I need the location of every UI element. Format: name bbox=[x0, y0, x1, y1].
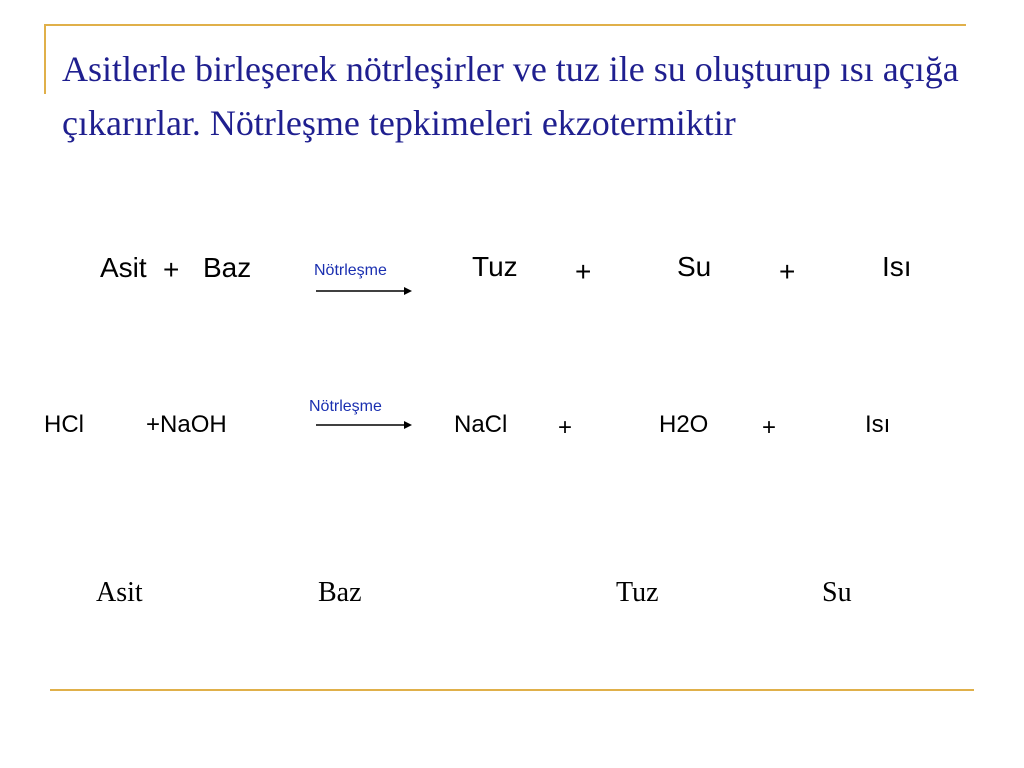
frame-top-line bbox=[44, 24, 966, 26]
example-acid: HCl bbox=[44, 411, 84, 438]
general-plus-1: + bbox=[163, 254, 180, 285]
legend-water: Su bbox=[822, 577, 852, 608]
general-acid: Asit bbox=[100, 252, 147, 283]
slide-title: Asitlerle birleşerek nötrleşirler ve tuz ile su oluşturup ısı açığa çıkarırlar. Nötrleşme tepkimeleri ekzotermiktir bbox=[62, 49, 959, 143]
example-heat: Isı bbox=[865, 411, 891, 438]
legend-base: Baz bbox=[318, 577, 362, 608]
footer-divider-line bbox=[50, 689, 974, 691]
general-salt: Tuz bbox=[472, 251, 518, 282]
general-arrow-label: Nötrleşme bbox=[314, 262, 387, 279]
example-reaction-arrow-icon bbox=[316, 419, 412, 431]
example-arrow-label: Nötrleşme bbox=[309, 398, 382, 415]
frame-left-line bbox=[44, 24, 46, 94]
example-water: H2O bbox=[659, 411, 709, 438]
general-heat: Isı bbox=[882, 251, 912, 282]
example-salt: NaCl bbox=[454, 411, 508, 438]
example-plus-3: + bbox=[762, 414, 777, 441]
general-reaction-arrow-icon bbox=[316, 285, 412, 297]
general-water: Su bbox=[677, 251, 712, 282]
legend-salt: Tuz bbox=[616, 577, 659, 608]
example-base: +NaOH bbox=[146, 411, 227, 438]
general-plus-2: + bbox=[575, 256, 592, 287]
example-plus-2: + bbox=[558, 414, 573, 441]
legend-acid: Asit bbox=[96, 577, 143, 608]
general-plus-3: + bbox=[779, 256, 796, 287]
general-base: Baz bbox=[203, 252, 252, 283]
